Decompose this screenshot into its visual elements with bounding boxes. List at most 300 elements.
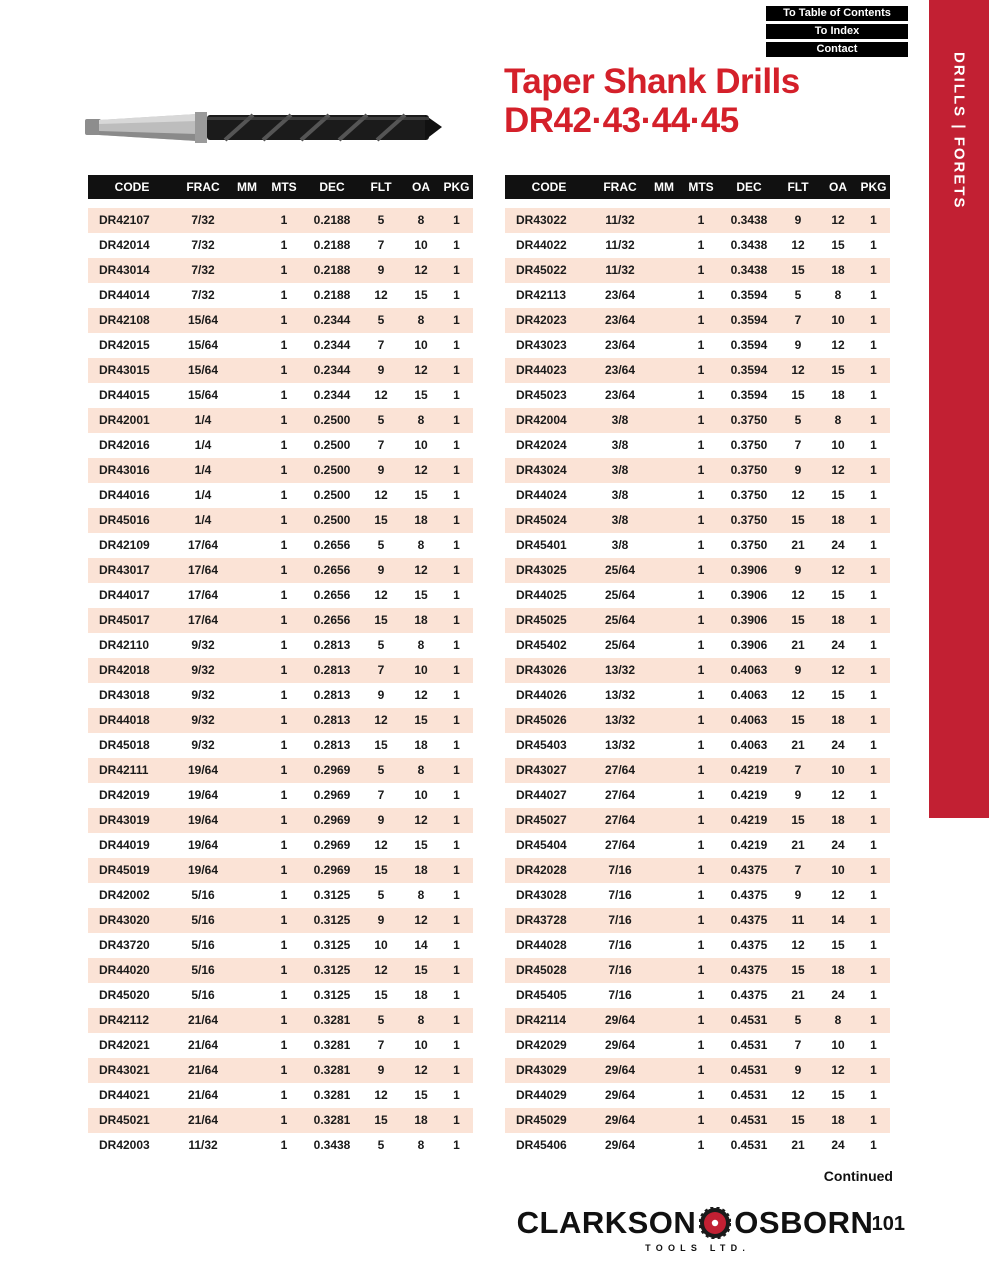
table-row: [505, 408, 890, 433]
table-cell: [647, 533, 681, 558]
table-cell: 1: [697, 463, 705, 477]
table-cell: 18: [414, 863, 428, 877]
table-cell: 19/64: [187, 813, 219, 827]
table-cell: 13/32: [604, 663, 636, 677]
table-cell: 0.2344: [313, 388, 351, 402]
table-header: [88, 175, 473, 199]
table-cell: [647, 458, 681, 483]
table-cell: 29/64: [604, 1038, 636, 1052]
table-row: [505, 958, 890, 983]
table-cell: 1: [697, 888, 705, 902]
table-cell: DR43016: [99, 463, 150, 477]
table-cell: 7: [377, 238, 385, 252]
table-row: [88, 483, 473, 508]
table-cell: 12: [414, 813, 428, 827]
table-cell: [647, 783, 681, 808]
table-row: [88, 733, 473, 758]
table-cell: DR42108: [99, 313, 150, 327]
table-cell: 3/8: [611, 538, 629, 552]
table-cell: 7: [794, 1038, 802, 1052]
table-cell: 18: [414, 613, 428, 627]
table-cell: DR45016: [99, 513, 150, 527]
drill-table-left: [88, 175, 473, 1158]
table-cell: 1: [697, 738, 705, 752]
table-row: [88, 433, 473, 458]
table-cell: 24: [831, 538, 845, 552]
table-cell: 8: [417, 1013, 425, 1027]
table-cell: [647, 1083, 681, 1108]
table-cell: 1: [870, 1013, 877, 1027]
table-row: [88, 633, 473, 658]
table-cell: 1: [453, 663, 460, 677]
table-cell: 1: [870, 238, 877, 252]
table-cell: [647, 333, 681, 358]
column-header: MTS: [271, 180, 297, 194]
table-cell: [230, 233, 264, 258]
table-cell: [647, 983, 681, 1008]
table-cell: 29/64: [604, 1088, 636, 1102]
table-cell: 0.4375: [730, 988, 768, 1002]
table-cell: DR45405: [516, 988, 567, 1002]
table-cell: 11/32: [605, 213, 635, 227]
table-cell: 12: [831, 888, 845, 902]
table-cell: 1: [870, 1038, 877, 1052]
table-cell: 1: [870, 363, 877, 377]
contact-button[interactable]: Contact: [766, 42, 908, 57]
table-cell: [647, 1133, 681, 1158]
table-cell: 7: [794, 313, 802, 327]
table-cell: 1: [280, 313, 288, 327]
table-cell: 19/64: [187, 788, 219, 802]
table-cell: 15: [831, 238, 845, 252]
table-cell: 1: [280, 263, 288, 277]
table-row: [88, 1083, 473, 1108]
table-cell: 11/32: [605, 238, 635, 252]
table-cell: 21: [791, 738, 805, 752]
table-cell: [230, 1033, 264, 1058]
table-cell: [647, 1108, 681, 1133]
table-cell: 1: [453, 588, 460, 602]
table-row: [505, 633, 890, 658]
table-cell: 1: [280, 238, 288, 252]
table-cell: 1: [870, 688, 877, 702]
table-cell: DR43026: [516, 663, 567, 677]
table-cell: 1: [453, 413, 460, 427]
table-cell: 1: [870, 488, 877, 502]
table-cell: 27/64: [604, 838, 636, 852]
table-cell: 0.3906: [730, 588, 768, 602]
table-cell: 1: [697, 988, 705, 1002]
table-cell: 8: [417, 413, 425, 427]
table-cell: 0.4063: [730, 663, 768, 677]
table-cell: 0.2500: [313, 413, 351, 427]
page-title: [504, 62, 800, 140]
table-row: [88, 1108, 473, 1133]
table-cell: 1: [453, 863, 460, 877]
table-cell: 15: [374, 613, 388, 627]
table-cell: 1: [697, 763, 705, 777]
table-cell: 9: [794, 213, 802, 227]
table-cell: 3/8: [611, 438, 629, 452]
table-cell: 1: [453, 1038, 460, 1052]
table-cell: 0.2344: [313, 338, 351, 352]
table-row: [88, 1133, 473, 1158]
table-cell: 1: [453, 763, 460, 777]
table-cell: 0.3906: [730, 638, 768, 652]
table-cell: 0.3906: [730, 613, 768, 627]
table-cell: [230, 733, 264, 758]
table-cell: 11/32: [188, 1138, 218, 1152]
table-cell: 1: [280, 1013, 288, 1027]
table-cell: 12: [374, 288, 388, 302]
table-cell: DR45025: [516, 613, 567, 627]
table-cell: 21: [791, 838, 805, 852]
table-cell: [230, 633, 264, 658]
table-cell: DR44026: [516, 688, 567, 702]
table-cell: 7: [794, 438, 802, 452]
table-cell: 1: [280, 963, 288, 977]
table-cell: 1: [697, 913, 705, 927]
table-cell: 7/32: [191, 238, 215, 252]
table-cell: 12: [414, 363, 428, 377]
table-row: [505, 483, 890, 508]
table-cell: [230, 258, 264, 283]
table-cell: 13/32: [604, 738, 636, 752]
column-header: OA: [412, 180, 430, 194]
table-cell: DR45029: [516, 1113, 567, 1127]
brand-name-left: CLARKSON: [516, 1205, 697, 1240]
brand-subtitle: TOOLS LTD.: [645, 1243, 751, 1253]
table-cell: 7/16: [608, 913, 632, 927]
table-cell: 1: [280, 338, 288, 352]
table-cell: 10: [374, 938, 388, 952]
table-cell: 1: [697, 713, 705, 727]
table-cell: 1: [870, 813, 877, 827]
continued-label: Continued: [823, 1168, 893, 1184]
table-cell: 1: [453, 288, 460, 302]
table-cell: 1: [453, 263, 460, 277]
table-cell: 0.2188: [313, 238, 351, 252]
table-cell: [647, 433, 681, 458]
table-cell: DR43025: [516, 563, 567, 577]
brand-logo: [505, 1205, 885, 1253]
table-row: [505, 658, 890, 683]
table-cell: 15: [831, 1088, 845, 1102]
table-cell: 0.2344: [313, 313, 351, 327]
table-cell: [230, 958, 264, 983]
table-cell: 1: [697, 488, 705, 502]
table-cell: 10: [414, 1038, 428, 1052]
table-cell: 1: [280, 688, 288, 702]
table-cell: 1: [280, 213, 288, 227]
table-cell: DR45021: [99, 1113, 150, 1127]
table-cell: 9/32: [191, 638, 215, 652]
table-cell: 10: [414, 338, 428, 352]
table-cell: 12: [374, 1088, 388, 1102]
table-cell: 7: [377, 663, 385, 677]
table-cell: 1: [697, 613, 705, 627]
table-cell: 0.2813: [313, 638, 351, 652]
table-cell: 0.3281: [313, 1113, 351, 1127]
table-cell: [647, 883, 681, 908]
table-row: [88, 533, 473, 558]
table-cell: 25/64: [604, 613, 636, 627]
table-cell: DR43023: [516, 338, 567, 352]
table-cell: 1: [697, 1138, 705, 1152]
table-cell: 0.3594: [730, 338, 768, 352]
table-cell: 5/16: [191, 938, 215, 952]
table-cell: 0.2344: [313, 363, 351, 377]
table-cell: 9: [794, 663, 802, 677]
table-cell: 1: [280, 913, 288, 927]
table-cell: 13/32: [604, 713, 636, 727]
table-cell: 15: [414, 388, 428, 402]
table-row: [88, 908, 473, 933]
table-cell: 0.2656: [313, 563, 351, 577]
table-cell: 1: [870, 513, 877, 527]
table-cell: 21: [791, 638, 805, 652]
table-cell: 0.3281: [313, 1088, 351, 1102]
table-cell: 0.4219: [730, 788, 768, 802]
table-cell: 1: [870, 438, 877, 452]
table-cell: 0.3750: [730, 488, 768, 502]
table-cell: [230, 883, 264, 908]
table-row: [505, 683, 890, 708]
table-cell: 1: [453, 1063, 460, 1077]
table-row: [88, 1058, 473, 1083]
column-header: CODE: [114, 180, 150, 194]
table-cell: 1: [280, 1063, 288, 1077]
table-cell: 1: [280, 838, 288, 852]
table-cell: 1: [453, 1088, 460, 1102]
table-cell: 1: [453, 538, 460, 552]
table-cell: 23/64: [604, 363, 636, 377]
table-cell: 15: [414, 713, 428, 727]
table-cell: DR44021: [99, 1088, 150, 1102]
table-row: [88, 758, 473, 783]
table-cell: 3/8: [611, 463, 629, 477]
table-cell: 8: [417, 888, 425, 902]
table-cell: 0.2188: [313, 213, 351, 227]
table-cell: 0.2813: [313, 688, 351, 702]
table-cell: 18: [831, 963, 845, 977]
table-cell: 0.4375: [730, 913, 768, 927]
table-cell: 12: [831, 338, 845, 352]
table-cell: 12: [374, 713, 388, 727]
table-cell: [230, 608, 264, 633]
table-cell: DR42109: [99, 538, 150, 552]
table-cell: DR42110: [99, 638, 150, 652]
table-cell: 10: [831, 313, 845, 327]
table-cell: 15: [791, 388, 805, 402]
table-cell: 0.2656: [313, 588, 351, 602]
table-cell: 9: [377, 263, 385, 277]
table-cell: 0.3594: [730, 388, 768, 402]
table-cell: 5: [377, 538, 385, 552]
table-cell: 9: [794, 788, 802, 802]
table-cell: 17/64: [187, 538, 219, 552]
table-cell: 1: [453, 438, 460, 452]
table-cell: 0.2500: [313, 513, 351, 527]
table-cell: 14: [414, 938, 428, 952]
table-cell: DR43017: [99, 563, 150, 577]
table-cell: 15: [831, 363, 845, 377]
table-row: [88, 833, 473, 858]
table-cell: 9: [377, 1063, 385, 1077]
table-cell: 5: [377, 1013, 385, 1027]
table-cell: 23/64: [604, 313, 636, 327]
table-cell: 7/16: [608, 988, 632, 1002]
table-cell: 1: [870, 538, 877, 552]
column-header: FRAC: [603, 180, 637, 194]
table-cell: 5: [794, 288, 802, 302]
table-row: [88, 683, 473, 708]
table-cell: 10: [831, 863, 845, 877]
table-cell: 1: [280, 288, 288, 302]
table-cell: DR45023: [516, 388, 567, 402]
table-cell: DR42113: [516, 288, 567, 302]
table-cell: 9: [377, 363, 385, 377]
table-cell: [230, 983, 264, 1008]
table-cell: DR42014: [99, 238, 150, 252]
table-row: [88, 508, 473, 533]
column-header: DEC: [319, 180, 345, 194]
table-cell: [230, 758, 264, 783]
table-cell: 7/16: [608, 963, 632, 977]
table-row: [505, 283, 890, 308]
table-row: [88, 983, 473, 1008]
table-cell: DR42029: [516, 1038, 567, 1052]
table-row: [505, 908, 890, 933]
table-cell: 12: [374, 588, 388, 602]
table-cell: 0.4063: [730, 738, 768, 752]
table-cell: 1: [280, 588, 288, 602]
table-row: [88, 408, 473, 433]
table-cell: 21: [791, 1138, 805, 1152]
table-cell: 27/64: [604, 763, 636, 777]
table-cell: 0.3125: [313, 988, 351, 1002]
table-cell: 1: [280, 563, 288, 577]
table-cell: 7: [794, 763, 802, 777]
table-cell: 0.3438: [730, 238, 768, 252]
table-cell: 1: [280, 663, 288, 677]
to-table-of-contents-button[interactable]: To Table of Contents: [766, 6, 908, 21]
table-cell: 1: [280, 463, 288, 477]
table-cell: [230, 658, 264, 683]
table-cell: 1: [280, 988, 288, 1002]
table-cell: 24: [831, 638, 845, 652]
table-cell: 15: [791, 513, 805, 527]
section-label: DRILLS | FORETS: [950, 52, 968, 210]
table-cell: 18: [414, 988, 428, 1002]
table-cell: 1: [697, 413, 705, 427]
table-cell: 18: [414, 513, 428, 527]
table-cell: DR43024: [516, 463, 567, 477]
table-cell: 29/64: [604, 1113, 636, 1127]
table-cell: 0.3750: [730, 463, 768, 477]
table-row: [505, 883, 890, 908]
table-cell: 1: [280, 1113, 288, 1127]
table-cell: 0.3438: [313, 1138, 351, 1152]
table-cell: 1: [697, 788, 705, 802]
table-body: [88, 208, 473, 1158]
table-cell: 1: [697, 838, 705, 852]
table-cell: 9: [794, 1063, 802, 1077]
table-cell: 1: [697, 513, 705, 527]
table-cell: 15: [791, 1113, 805, 1127]
table-cell: [647, 1008, 681, 1033]
table-row: [505, 833, 890, 858]
table-row: [88, 333, 473, 358]
table-row: [88, 458, 473, 483]
table-cell: 1: [870, 1138, 877, 1152]
table-cell: 1: [453, 638, 460, 652]
table-cell: 1: [453, 738, 460, 752]
table-cell: [647, 733, 681, 758]
table-cell: 1: [697, 438, 705, 452]
table-cell: 1: [697, 638, 705, 652]
table-cell: 1: [870, 613, 877, 627]
table-cell: 29/64: [604, 1063, 636, 1077]
table-cell: 5: [794, 413, 802, 427]
table-cell: 24: [831, 988, 845, 1002]
table-cell: 29/64: [604, 1013, 636, 1027]
table-cell: [230, 558, 264, 583]
table-cell: [647, 833, 681, 858]
table-cell: 18: [831, 813, 845, 827]
table-cell: 1: [453, 888, 460, 902]
table-cell: DR45404: [516, 838, 567, 852]
table-cell: DR42023: [516, 313, 567, 327]
table-cell: 8: [417, 638, 425, 652]
table-cell: 0.4375: [730, 888, 768, 902]
table-cell: 7/16: [608, 938, 632, 952]
table-cell: 1: [697, 688, 705, 702]
table-cell: 17/64: [187, 588, 219, 602]
table-cell: 1: [870, 663, 877, 677]
table-cell: DR45403: [516, 738, 567, 752]
table-row: [505, 433, 890, 458]
table-cell: [230, 933, 264, 958]
table-cell: 12: [374, 838, 388, 852]
table-cell: 0.4219: [730, 763, 768, 777]
table-row: [88, 783, 473, 808]
table-cell: 1: [453, 788, 460, 802]
to-index-button[interactable]: To Index: [766, 24, 908, 39]
table-cell: 17/64: [187, 563, 219, 577]
table-cell: 1: [870, 988, 877, 1002]
column-header: OA: [829, 180, 847, 194]
table-cell: 3/8: [611, 513, 629, 527]
table-cell: 18: [831, 388, 845, 402]
table-cell: 15: [414, 963, 428, 977]
table-cell: 9: [377, 813, 385, 827]
table-cell: 1: [280, 813, 288, 827]
table-cell: 12: [831, 213, 845, 227]
table-cell: 18: [414, 1113, 428, 1127]
table-cell: 15/64: [187, 363, 219, 377]
table-cell: DR43015: [99, 363, 150, 377]
table-cell: [647, 933, 681, 958]
table-cell: 15: [414, 1088, 428, 1102]
table-cell: 1/4: [194, 513, 212, 527]
table-cell: 15: [791, 813, 805, 827]
table-cell: 23/64: [604, 338, 636, 352]
table-cell: DR43020: [99, 913, 150, 927]
table-row: [88, 233, 473, 258]
table-cell: [647, 483, 681, 508]
table-cell: 5/16: [191, 913, 215, 927]
